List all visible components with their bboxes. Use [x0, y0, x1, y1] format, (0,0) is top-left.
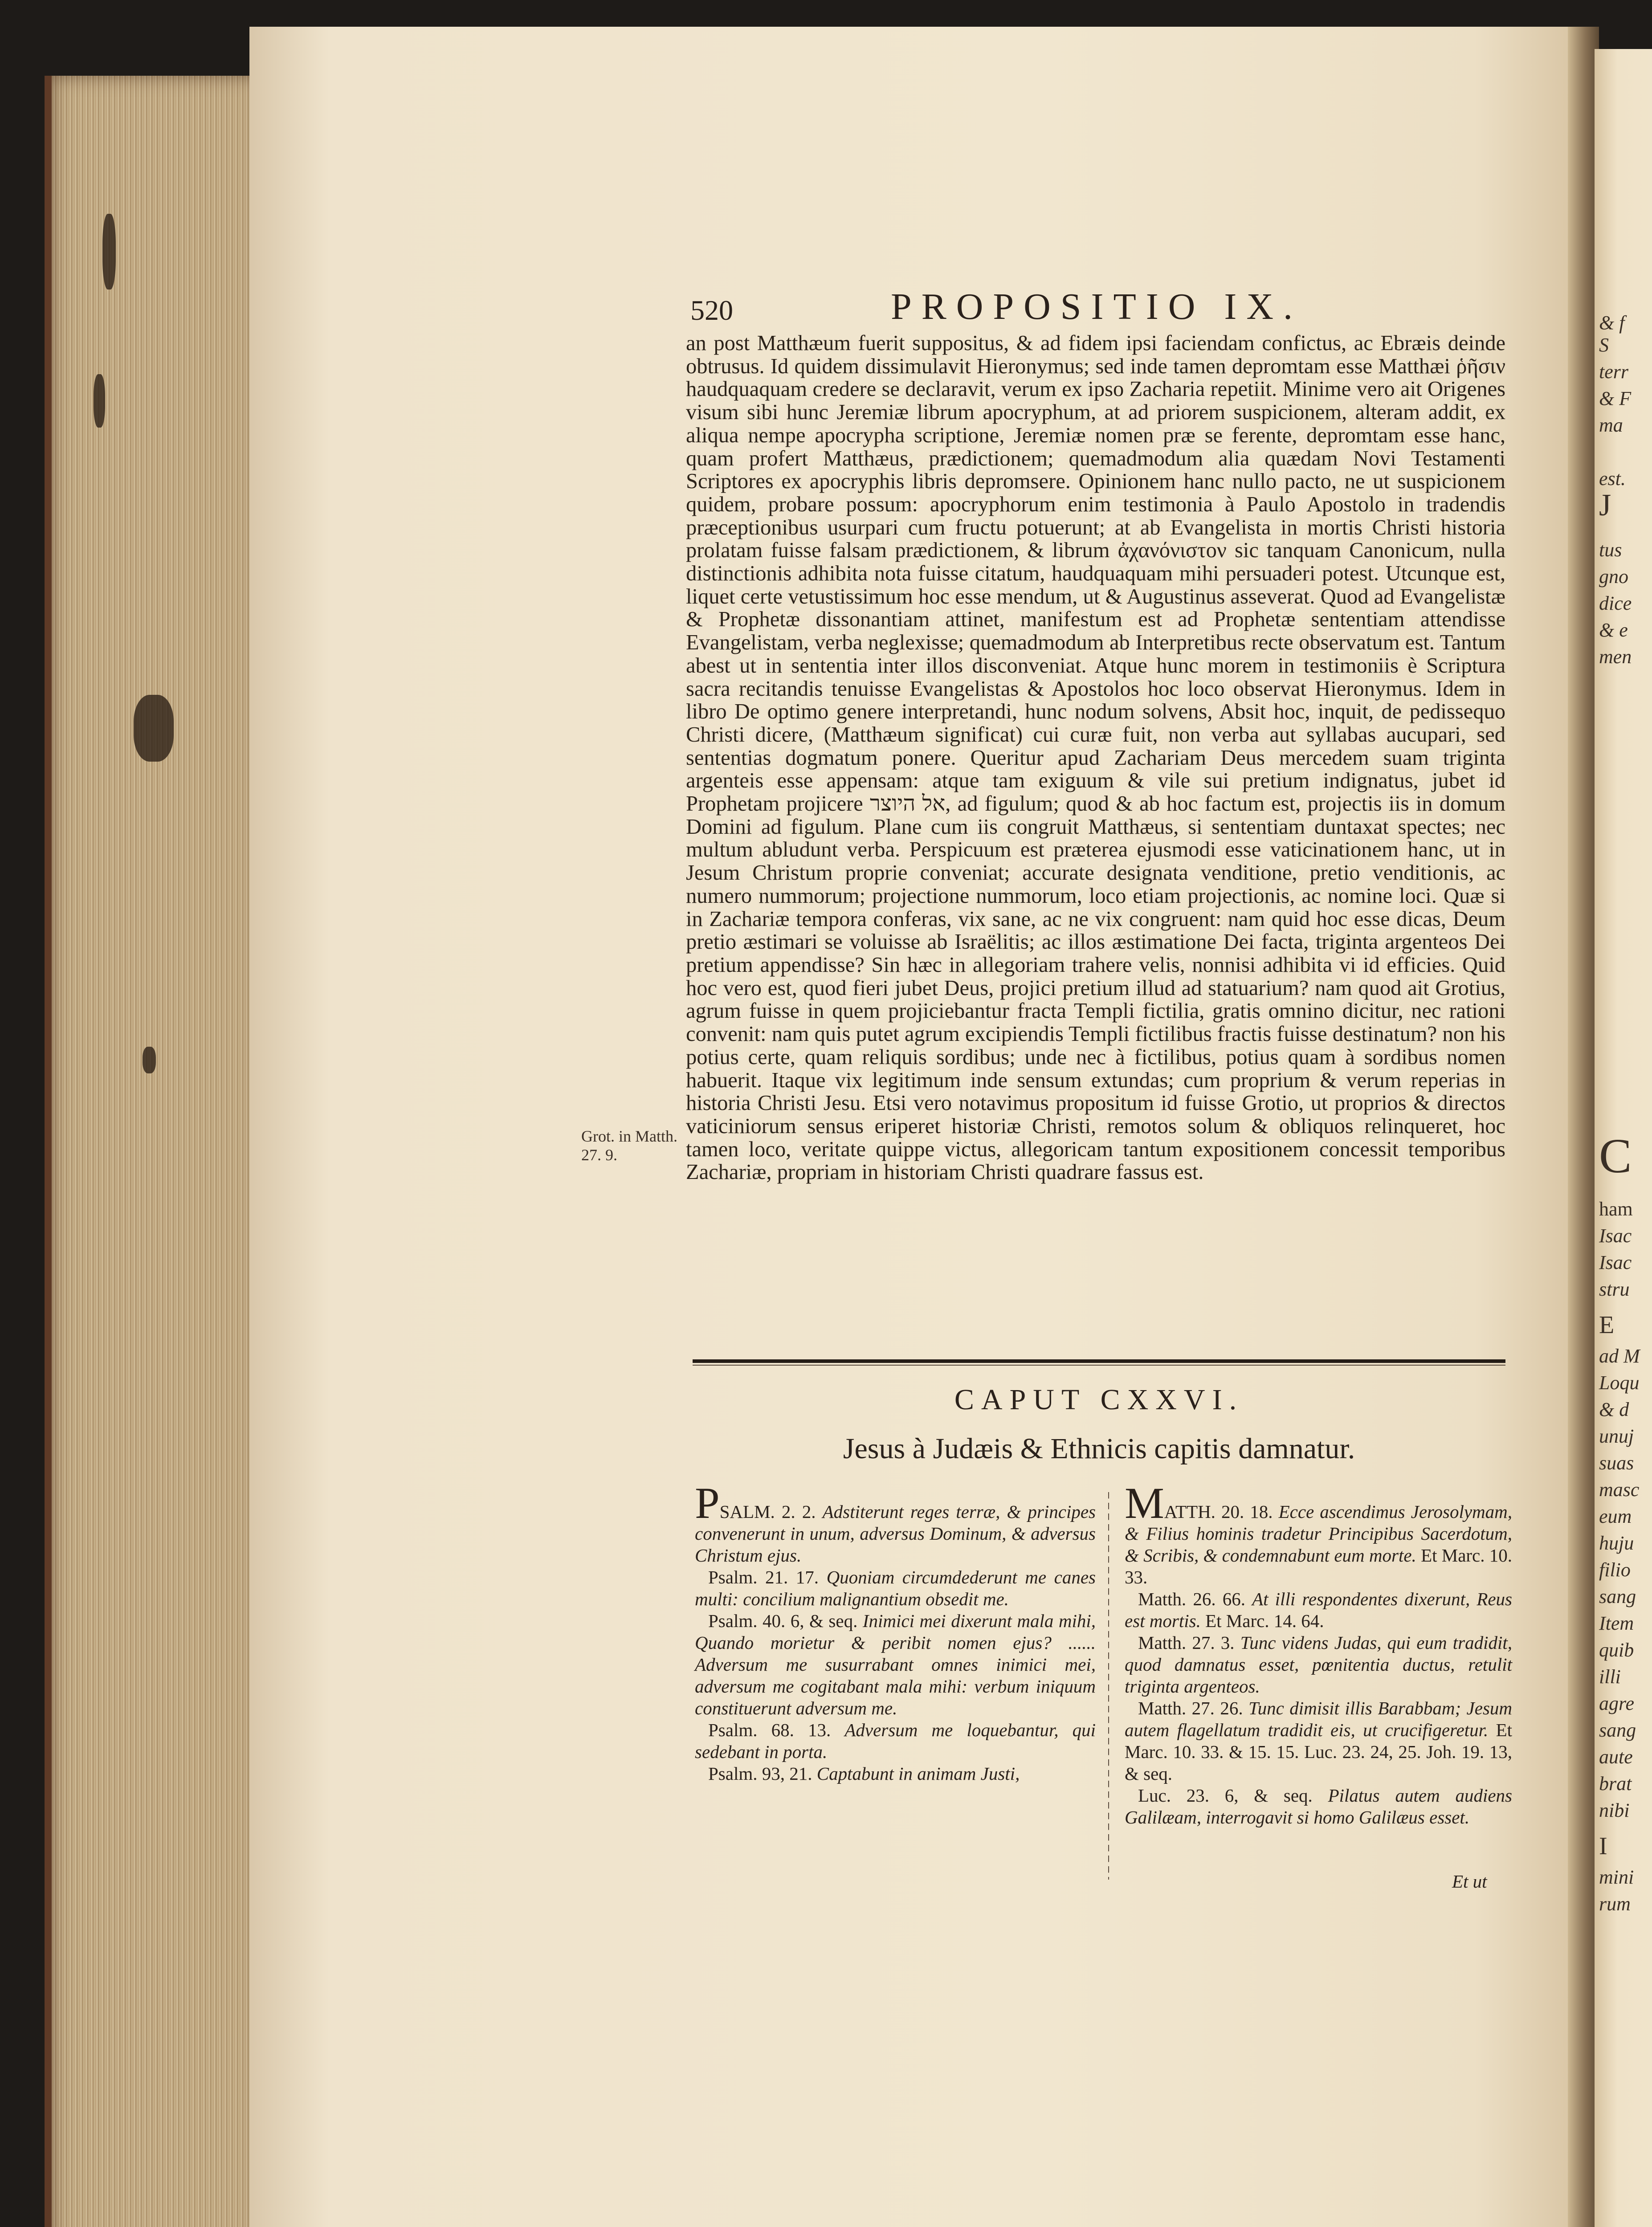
scripture-text: Quoniam circumdederunt me canes multi: concilium malignantium obsedit me.: [695, 1567, 1096, 1609]
main-text-block: [686, 332, 1505, 1184]
running-title: PROPOSITIO IX.: [891, 286, 1303, 327]
scripture-text: Inimici mei dixerunt mala mihi, Quando morietur & peribit nomen ejus? ...... Adversum me susurrabant omnes inimici mei, adversum me cogitabant mala mihi: verbum iniquum constituerunt adversum me.: [695, 1611, 1096, 1718]
left-column: [695, 1478, 1096, 1785]
adjacent-page-fragment: nibi: [1599, 1799, 1630, 1821]
drop-cap: P: [695, 1478, 720, 1528]
adjacent-page-fragment: sang: [1599, 1719, 1636, 1741]
adjacent-page-fragment: Item: [1599, 1612, 1634, 1634]
scripture-ref: Psalm. 93, 21.: [708, 1763, 812, 1784]
page-header: [690, 285, 1505, 334]
scripture-text: Tunc dimisit illis Barabbam; Jesum autem flagellatum tradidit eis, ut crucifigeretur.: [1125, 1698, 1513, 1740]
scripture-text: Adstiterunt reges terræ, & principes convenerunt in unum, adversus Dominum, & adversus Christum ejus.: [695, 1501, 1096, 1566]
adjacent-page-fragment: est.: [1599, 468, 1626, 489]
page-number: 520: [690, 294, 733, 326]
scripture-ref: Matth. 27. 26.: [1138, 1698, 1243, 1718]
scripture-entry: [1125, 1697, 1512, 1785]
drop-cap: M: [1125, 1478, 1164, 1528]
adjacent-page-fragment: stru: [1599, 1278, 1630, 1300]
adjacent-page-fragment: brat: [1599, 1773, 1632, 1795]
adjacent-page-fragment: mini: [1599, 1866, 1634, 1888]
adjacent-page-fragment: gno: [1599, 566, 1628, 587]
adjacent-page-fragment: ad M: [1599, 1345, 1640, 1367]
scripture-ref: Luc. 23. 6, & seq.: [1138, 1785, 1313, 1806]
adjacent-page-fragment: I: [1599, 1832, 1607, 1860]
adjacent-page-fragment: & e: [1599, 619, 1628, 641]
main-paragraph: an post Matthæum fuerit suppositus, & ad fidem ipsi faciendam confictus, ac Ebræis deinde obtrusus. Id quidem dissimulavit Hieronymus; sed inde tamen depromtam esse Matthæi ῥῆσιν haudquaquam credere se declaravit, verum ex ipso Zacharia repetiit. Minime vero ait Origenes visum sibi hunc Jeremiæ librum apocryphum, at ad priorem suspicionem, alteram addit, ex aliqua nempe apocrypha scriptione, Jeremiæ nomen præ se ferente, depromtam esse hanc, quam profert Matthæus, prædictionem; quemadmodum alia quædam Novi Testamenti Scriptores ex apocryphis libris depromsere. Opinionem hanc nullo pacto, ne ut suspicionem quidem, probare possum: apocryphorum enim testimonia à Paulo Apostolo in tradendis præceptionibus usurpari cum fructu potuerunt; at ab Evangelista in mortis Christi historia prolatam fuisse falsam prædictionem, & librum ἀχανόνιστον sic tanquam Canonicum, nulla distinctionis adhibita nota fuisse citatum, haudquaquam mihi persuaderi potest. Utcunque est, liquet certe vetustissimum hoc esse mendum, ut & Augustinus asseverat. Quod ad Evangelistæ & Prophetæ dissonantiam attinet, manifestum est ad Prophetæ sententiam attendisse Evangelistam, verba neglexisse; quemadmodum ab Interpretibus recte observatum est. Tantum abest ut in sententia inter illos disconveniat. Atque hunc morem in testimoniis è Scriptura sacra recitandis tenuisse Evangelistas & Apostolos hoc loco observat Hieronymus. Idem in libro De optimo genere interpretandi, hunc nodum solvens, Absit hoc, inquit, de pedissequo Christi dicere, (Matthæum significat) cui curæ fuit, non verba aut syllabas aucupari, sed sententias dogmatum ponere. Queritur apud Zachariam Deus mercedem suam triginta argenteis esse appensam: atque tam exiguum & vile sui pretium indignatus, jubet id Prophetam projicere אל היוצר, ad figulum; quod & ab hoc factum est, projectis iis in domum Domini ad figulum. Plane cum iis congruit Matthæus, si sententiam duntaxat spectes; nec multum abludunt verba. Perspicuum est præterea ejusmodi esse vaticinationem hanc, ut in Jesum Christum proprie conveniat; accurate designata venditione, pretio venditionis, ac numero nummorum; projectione nummorum, loco etiam projectionis, ac nomine loci. Quæ si in Zachariæ tempora conferas, vix sane, ac ne vix congruent: nam quid hoc esse dicas, Deum pretio æstimari se voluisse ab Israëlitis; ac illos æstimatione Dei facta, triginta argenteos Dei pretium appendisse? Sin hæc in allegoriam trahere velis, nonnisi adhibita vi id efficies. Quid hoc vero est, quod fieri jubet Deus, projici pretium illud ad statuarium? nam quod ait Grotius, agrum fuisse in quem projiciebantur fracta Templi fictilia, gratis omnino dicitur, nec rationi convenit: nam quis putet agrum excipiendis Templi fictilibus fractis fuisse destinatum? non his potius certe, quam reliquis sordibus; unde nec à fictilibus, potius quam à sordibus nomen habuerit. Itaque vix legitimum inde sensum extundas; cum proprium & verum reperias in historia Christi Jesu. Etsi vero notavimus propositum id fuisse Grotio, ut proprios & directos vaticiniorum sensus eriperet historiæ Christi, remotos solum & obliquos relinqueret, hoc tamen loco, veritate quippe victus, allegoricam tantum expositionem concessit temporibus Zachariæ, propriam in historiam Christi quadrare fassus est.: [686, 331, 1505, 1184]
adjacent-page-fragment: masc: [1599, 1479, 1640, 1501]
ink-stain: [134, 695, 174, 762]
adjacent-page-fragment: suas: [1599, 1452, 1634, 1474]
scripture-ref: Psalm. 21. 17.: [708, 1567, 819, 1587]
adjacent-page-fragment: ham: [1599, 1198, 1633, 1220]
adjacent-page-fragment: tus: [1599, 539, 1622, 561]
scripture-entry: [695, 1610, 1096, 1719]
adjacent-page-fragment: Isac: [1599, 1225, 1632, 1247]
scripture-entry: [695, 1478, 1096, 1566]
ink-stain: [102, 214, 116, 290]
catchword: Et ut: [1452, 1871, 1487, 1892]
adjacent-page-fragment: C: [1599, 1129, 1632, 1183]
adjacent-page-fragment: ma: [1599, 414, 1623, 436]
adjacent-page-fragment: Loqu: [1599, 1372, 1640, 1394]
adjacent-page-fragment: eum: [1599, 1505, 1632, 1527]
scripture-ref: Matth. 26. 66.: [1138, 1589, 1245, 1609]
chapter-title: CAPUT CXXVI.: [954, 1383, 1244, 1416]
scripture-text: Captabunt in animam Justi,: [816, 1763, 1020, 1784]
adjacent-page-fragment: illi: [1599, 1666, 1621, 1688]
chapter-subtitle: Jesus à Judæis & Ethnicis capitis damnatur.: [843, 1432, 1355, 1465]
column-divider: [1108, 1492, 1109, 1880]
scripture-entry: [695, 1566, 1096, 1610]
cross-reference: Et Marc. 10. 33. & 15. 15. Luc. 23. 24, 25. Joh. 19. 13, & seq.: [1125, 1720, 1513, 1784]
adjacent-page-fragment: filio: [1599, 1559, 1631, 1581]
scripture-entry: [1125, 1632, 1512, 1697]
adjacent-page-fragment: & d: [1599, 1399, 1629, 1420]
adjacent-page-fragment: quib: [1599, 1639, 1634, 1661]
scripture-entry: [1125, 1478, 1513, 1588]
adjacent-page-fragment: J: [1599, 488, 1611, 522]
right-column: [1125, 1478, 1513, 1828]
scripture-text: Tunc videns Judas, qui eum tradidit, quod damnatus esset, pœnitentia ductus, retulit triginta argenteos.: [1125, 1632, 1513, 1697]
adjacent-page-fragment: terr: [1599, 361, 1628, 383]
scripture-text: Ecce ascendimus Jerosolymam, & Filius hominis tradetur Principibus Sacerdotum, & Scribis, & condemnabunt eum morte.: [1125, 1501, 1513, 1566]
adjacent-page-fragment: huju: [1599, 1532, 1634, 1554]
scripture-ref: SALM. 2. 2.: [719, 1501, 816, 1522]
scripture-text: Pilatus autem audiens Galilæam, interrogavit si homo Galilæus esset.: [1125, 1785, 1513, 1827]
scripture-ref: ATTH. 20. 18.: [1164, 1501, 1273, 1522]
cross-reference: Et Marc. 10. 33.: [1125, 1545, 1513, 1587]
adjacent-page-fragment: aute: [1599, 1746, 1633, 1768]
adjacent-page-fragment: agre: [1599, 1693, 1635, 1714]
adjacent-page-fragment: sang: [1599, 1586, 1636, 1607]
book-fore-edge: [45, 76, 261, 2227]
scripture-entry: [695, 1719, 1096, 1763]
adjacent-page-fragment: unuj: [1599, 1425, 1634, 1447]
scripture-text: Adversum me loquebantur, qui sedebant in porta.: [695, 1720, 1096, 1762]
scripture-text: At illi respondentes dixerunt, Reus est mortis.: [1125, 1589, 1513, 1631]
scripture-entry: [1125, 1588, 1512, 1632]
scripture-ref: Psalm. 40. 6, & seq.: [708, 1611, 858, 1631]
adjacent-page: [1595, 49, 1652, 2227]
adjacent-page-fragment: & F: [1599, 387, 1632, 409]
section-rule-thin: [693, 1365, 1505, 1366]
adjacent-page-fragment: rum: [1599, 1893, 1631, 1915]
adjacent-page-fragment: & f: [1599, 312, 1625, 334]
adjacent-page-fragment: E: [1599, 1311, 1615, 1339]
adjacent-page-fragment: dice: [1599, 592, 1632, 614]
adjacent-page-fragment: S: [1599, 334, 1609, 356]
section-rule: [693, 1359, 1505, 1363]
margin-note: Grot. in Matth. 27. 9.: [581, 1127, 677, 1164]
adjacent-page-fragment: Isac: [1599, 1252, 1632, 1273]
scripture-ref: Matth. 27. 3.: [1138, 1632, 1235, 1653]
scripture-entry: [1125, 1785, 1512, 1828]
cross-reference: Et Marc. 14. 64.: [1205, 1611, 1324, 1631]
adjacent-page-fragment: men: [1599, 646, 1632, 668]
ink-stain: [94, 374, 105, 428]
ink-stain: [143, 1047, 156, 1073]
scripture-entry: [695, 1763, 1096, 1785]
scripture-ref: Psalm. 68. 13.: [708, 1720, 831, 1740]
